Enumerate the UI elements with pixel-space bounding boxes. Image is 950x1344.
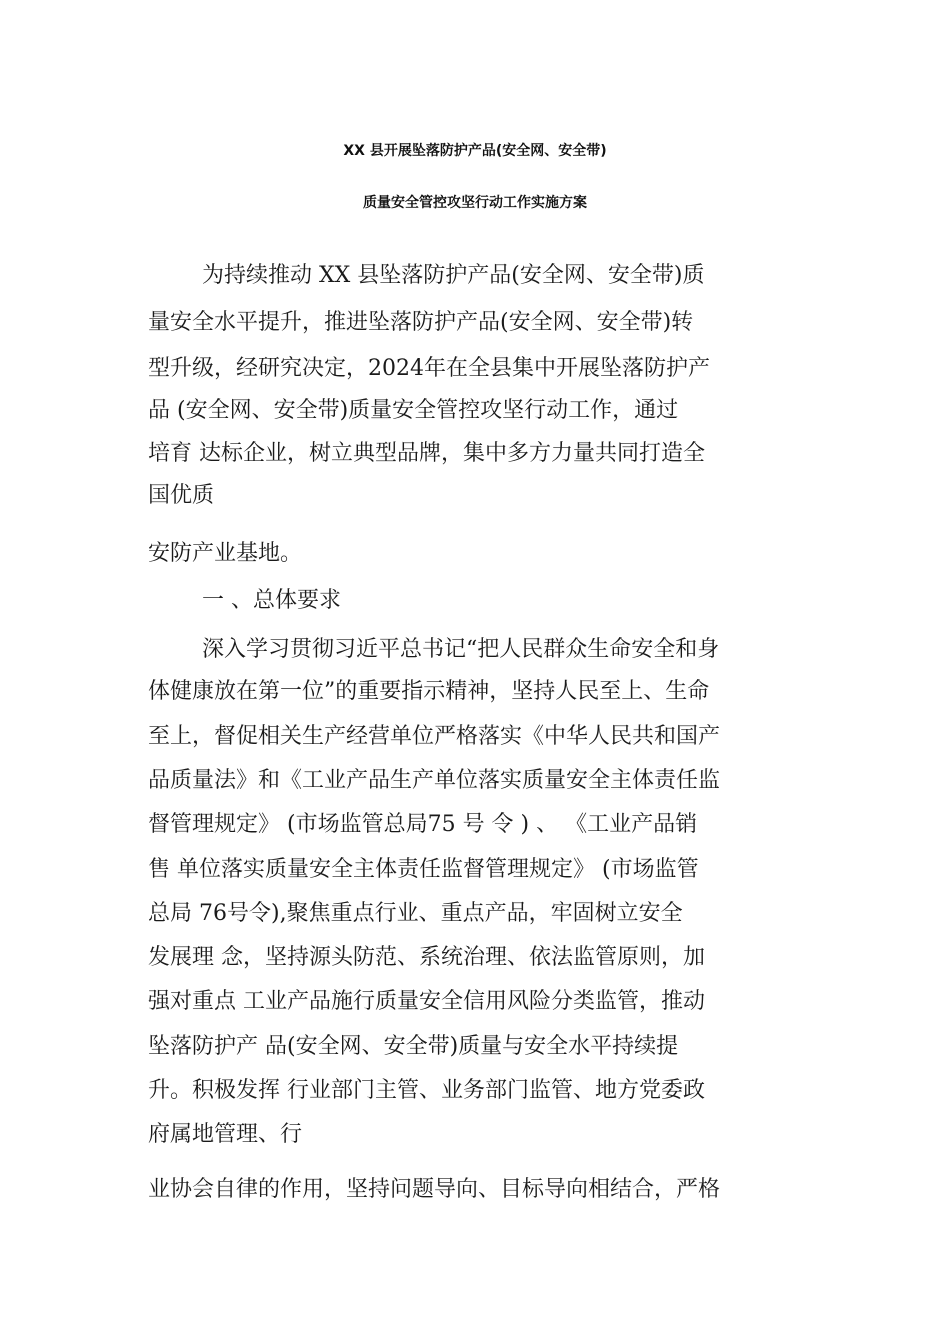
paragraph-line: 品质量法》和《工业产品生产单位落实质量安全主体责任监: [148, 768, 721, 793]
paragraph-line: 国优质: [148, 483, 215, 508]
paragraph-line: 升。积极发挥 行业部门主管、业务部门监管、地方党委政: [148, 1078, 705, 1103]
paragraph-line: 发展理 念，坚持源头防范、系统治理、依法监管原则，加: [148, 945, 705, 970]
paragraph-line: 府属地管理、行: [148, 1122, 303, 1147]
document-title-line-1: XX 县开展坠落防护产品(安全网、安全带): [343, 143, 607, 159]
paragraph-line: 体健康放在第一位”的重要指示精神，坚持人民至上、生命: [148, 679, 710, 704]
paragraph-line: 为持续推动 XX 县坠落防护产品(安全网、安全带)质: [202, 263, 705, 288]
paragraph-line: 品 (安全网、安全带)质量安全管控攻坚行动工作，通过: [148, 398, 679, 423]
section-heading: 一 、总体要求: [202, 588, 341, 613]
paragraph-line: 售 单位落实质量安全主体责任监督管理规定》 (市场监管: [148, 857, 699, 882]
paragraph-line: 督管理规定》 (市场监管总局75 号 令 ) 、 《工业产品销: [148, 812, 698, 837]
paragraph-line: 培育 达标企业，树立典型品牌，集中多方力量共同打造全: [148, 441, 705, 466]
paragraph-line: 强对重点 工业产品施行质量安全信用风险分类监管，推动: [148, 989, 705, 1014]
paragraph-line: 型升级，经研究决定，2024年在全县集中开展坠落防护产: [148, 356, 710, 381]
paragraph-continuation: 安防产业基地。: [148, 541, 303, 566]
paragraph-continuation: 业协会自律的作用，坚持问题导向、目标导向相结合，严格: [148, 1177, 721, 1202]
paragraph-line: 量安全水平提升，推进坠落防护产品(安全网、安全带)转: [148, 310, 694, 335]
document-title-line-2: 质量安全管控攻坚行动工作实施方案: [363, 195, 587, 211]
paragraph-line: 坠落防护产 品(安全网、安全带)质量与安全水平持续提: [148, 1034, 679, 1059]
paragraph-line: 深入学习贯彻习近平总书记“把人民群众生命安全和身: [202, 637, 720, 662]
paragraph-line: 至上，督促相关生产经营单位严格落实《中华人民共和国产: [148, 724, 721, 749]
paragraph-line: 总局 76号令),聚焦重点行业、重点产品，牢固树立安全: [148, 901, 683, 926]
